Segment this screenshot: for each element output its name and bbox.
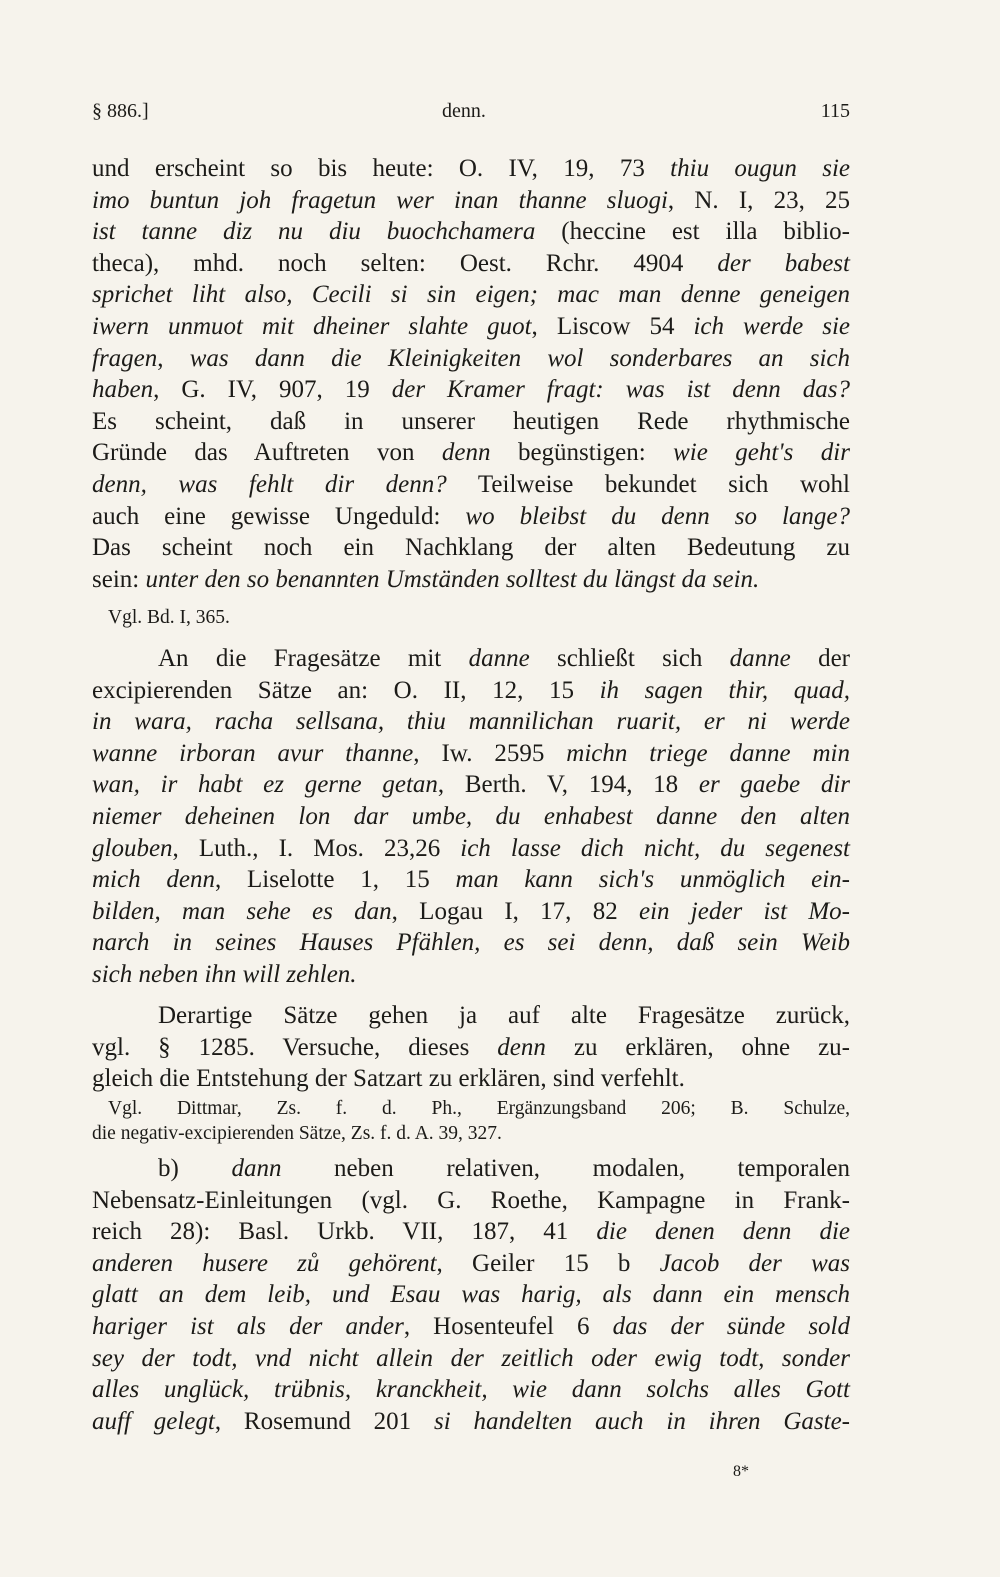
text-line [92, 959, 850, 991]
paragraph-3 [92, 1000, 850, 1095]
text-run: schließt sich [529, 645, 730, 672]
text-run: , Hosenteufel 6 [403, 1312, 613, 1340]
italic-quotation: sey der todt, vnd nicht allein der zeitlich oder ewig todt, sonder [92, 1344, 850, 1372]
text-run: begünstigen: [490, 439, 674, 467]
text-run: , Liscow 54 [531, 312, 694, 340]
text-line [92, 1153, 850, 1185]
italic-quotation: wan, ir habt ez gerne getan [92, 771, 438, 799]
text-run: (heccine est illa biblio- [535, 218, 851, 246]
text-line [92, 1185, 850, 1217]
italic-quotation: in wara, racha sellsana, thiu mannilichan ruarit, er ni werde [92, 708, 850, 736]
paragraph-4 [92, 1153, 850, 1437]
text-line [92, 216, 850, 248]
running-header [92, 100, 850, 130]
italic-quotation: si handelten auch in ihren Gaste- [434, 1407, 850, 1435]
italic-quotation: denn [441, 439, 491, 467]
text-line [92, 1063, 850, 1095]
italic-quotation: narch in seines Hauses Pfählen, es sei denn, daß sein Weib [92, 929, 850, 957]
header-keyword: denn. [442, 100, 486, 122]
text-run: , N. I, 23, 25 [667, 186, 850, 214]
text-line [92, 706, 850, 738]
text-line [92, 643, 850, 675]
text-line [92, 532, 850, 564]
text-line [92, 279, 850, 311]
text-run: theca), mhd. noch selten: Oest. Rchr. 4904 [92, 249, 718, 277]
text-run: Derartige Sätze gehen ja auf alte Fragesätze zurück, [158, 1002, 850, 1029]
italic-quotation: was dann die Kleinigkeiten wol sonderbares an sich [189, 344, 851, 372]
text-line [92, 738, 850, 770]
reference-note-2 [92, 1096, 850, 1146]
text-run: auch eine gewisse Ungeduld: [92, 502, 466, 530]
italic-quotation: der babest [717, 249, 850, 277]
italic-quotation: denn, was fehlt dir denn? [92, 470, 447, 498]
text-line [92, 1374, 850, 1406]
text-run: , Berth. V, 194, 18 [437, 771, 699, 799]
text-run: gleich die Entstehung der Satzart zu erklären, sind verfehlt. [92, 1065, 685, 1093]
text-run: , Geiler 15 b [436, 1249, 660, 1277]
text-line [92, 564, 850, 596]
text-run: und erscheint so bis heute: O. IV, 19, 73 [92, 155, 671, 182]
text-line [92, 801, 850, 833]
page-number: 115 [820, 100, 850, 122]
text-line [92, 1279, 850, 1311]
italic-quotation: er gaebe dir [698, 771, 850, 799]
text-line [92, 1032, 850, 1064]
text-run: Das scheint noch ein Nachklang der alten Bedeutung zu [92, 534, 850, 562]
italic-quotation: haben [92, 376, 154, 404]
italic-quotation: danne [468, 645, 530, 672]
note-line: die negativ-excipierenden Sätze, Zs. f. d. A. 39, 327. [92, 1123, 502, 1144]
text-line [92, 864, 850, 896]
section-reference: § 886.] [92, 100, 149, 122]
text-run: , Logau I, 17, 82 [391, 897, 639, 925]
italic-quotation: denn [497, 1033, 546, 1061]
italic-quotation: thiu ougun sie [670, 155, 850, 182]
italic-quotation: imo buntun joh fragetun wer inan thanne sluogi [92, 186, 668, 214]
text-run: Es scheint, daß in unserer heutigen Rede rhythmische [92, 407, 850, 435]
text-run: reich 28): Basl. Urkb. VII, 187, 41 [92, 1218, 597, 1246]
text-run: vgl. § 1285. Versuche, dieses [92, 1033, 498, 1061]
signature-mark: 8* [733, 1463, 749, 1480]
text-run: , Liselotte 1, 15 [214, 866, 456, 894]
text-run: , [157, 344, 190, 372]
italic-quotation: die denen denn die [596, 1218, 851, 1246]
italic-quotation: auff gelegt [92, 1407, 215, 1435]
text-run: sein: [92, 565, 146, 593]
paragraph-2 [92, 643, 850, 991]
italic-quotation: ich werde sie [693, 312, 850, 340]
text-line [92, 437, 850, 469]
note-line: Vgl. Dittmar, Zs. f. d. Ph., Ergänzungsband 206; B. Schulze, [108, 1098, 850, 1119]
italic-quotation: fragen [92, 344, 158, 372]
text-line [92, 406, 850, 438]
paragraph-1 [92, 153, 850, 595]
text-line [92, 248, 850, 280]
text-line [92, 343, 850, 375]
italic-quotation: Jacob der was [659, 1249, 850, 1277]
text-run: excipierenden Sätze an: O. II, 12, 15 [92, 676, 600, 704]
italic-quotation: bilden, man sehe es dan [92, 897, 392, 925]
italic-quotation: der Kramer fragt: was ist denn das? [391, 376, 850, 404]
text-line [92, 469, 850, 501]
text-line [92, 769, 850, 801]
text-line [92, 1000, 850, 1032]
text-run: , Luth., I. Mos. 23,26 [172, 834, 461, 862]
note-line: Vgl. Bd. I, 365. [108, 607, 230, 628]
text-run: b) [158, 1155, 232, 1182]
text-run: , G. IV, 907, 19 [153, 376, 392, 404]
text-run: Nebensatz-Einleitungen (vgl. G. Roethe, Kampagne in Frank- [92, 1186, 850, 1214]
reference-note-1 [92, 605, 850, 630]
italic-quotation: iwern unmuot mit dheiner slahte guot [92, 312, 532, 340]
italic-quotation: alles unglück, trübnis, kranckheit, wie dann solchs alles Gott [92, 1376, 850, 1404]
italic-quotation: wanne irboran avur thanne [92, 739, 414, 767]
text-line [92, 1311, 850, 1343]
text-line [92, 896, 850, 928]
text-line [92, 1216, 850, 1248]
text-line [92, 501, 850, 533]
italic-quotation: glouben [92, 834, 173, 862]
text-line [92, 833, 850, 865]
text-line [92, 185, 850, 217]
italic-quotation: ih sagen thir, quad, [599, 676, 850, 704]
italic-quotation: ein jeder ist Mo- [638, 897, 850, 925]
italic-quotation: wie geht's dir [673, 439, 850, 467]
italic-quotation: das der sünde sold [612, 1312, 850, 1340]
text-line [92, 1343, 850, 1375]
italic-quotation: anderen husere zů gehörent [92, 1249, 437, 1277]
italic-quotation: michn triege danne min [566, 739, 850, 767]
text-run: neben relativen, modalen, temporalen [281, 1155, 851, 1182]
italic-quotation: dann [231, 1155, 282, 1182]
text-line [92, 927, 850, 959]
italic-quotation: ist tanne diz nu diu buochchamera [92, 218, 536, 246]
text-run: zu erklären, ohne zu- [545, 1033, 851, 1061]
text-line [92, 374, 850, 406]
text-run: der [790, 645, 850, 672]
italic-quotation: wo bleibst du denn so lange? [465, 502, 850, 530]
italic-quotation: mich denn [92, 866, 215, 894]
text-line [92, 311, 850, 343]
text-run: Teilweise bekundet sich wohl [446, 470, 850, 498]
text-line [92, 153, 850, 185]
text-run: , Iw. 2595 [413, 739, 567, 767]
italic-quotation: unter den so benannten Umständen solltest du längst da sein. [145, 565, 760, 593]
italic-quotation: niemer deheinen lon dar umbe, du enhabest danne den alten [92, 802, 850, 830]
italic-quotation: danne [729, 645, 791, 672]
italic-quotation: hariger ist als der ander [92, 1312, 404, 1340]
italic-quotation: sprichet liht also, Cecili si sin eigen; mac man denne geneigen [92, 281, 850, 309]
text-line [92, 1248, 850, 1280]
text-run: Gründe das Auftreten von [92, 439, 442, 467]
text-run: An die Fragesätze mit [158, 645, 469, 672]
italic-quotation: glatt an dem leib, und Esau was harig, als dann ein mensch [92, 1281, 850, 1309]
italic-quotation: man kann sich's unmöglich ein- [455, 866, 850, 894]
italic-quotation: sich neben ihn will zehlen. [92, 960, 357, 988]
text-line [92, 675, 850, 707]
text-run: , Rosemund 201 [214, 1407, 435, 1435]
italic-quotation: ich lasse dich nicht, du segenest [460, 834, 850, 862]
text-line [92, 1406, 850, 1438]
